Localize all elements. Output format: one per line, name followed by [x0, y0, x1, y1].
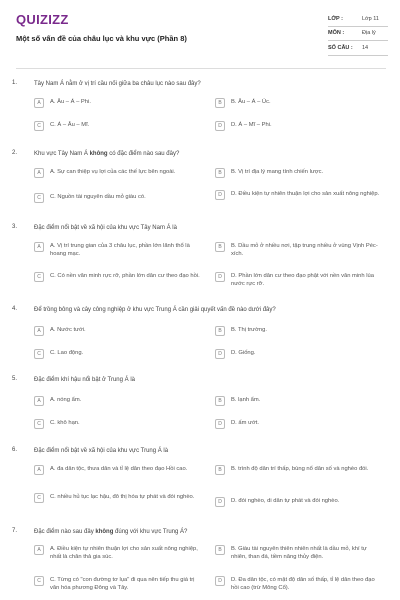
question-number: 7. — [12, 528, 18, 534]
question-text — [34, 150, 374, 158]
question-text-part: Khu vực Tây Nam Á — [34, 151, 90, 157]
option-letter-box: B — [215, 465, 225, 475]
question-text: Đặc điểm khí hậu nổi bật ở Trung Á là — [34, 377, 135, 383]
question-emphasis: không — [95, 529, 114, 535]
question-emphasis: không — [89, 151, 108, 157]
question-text: Đặc điểm nổi bật về xã hội của khu vực Trung Á là — [34, 448, 169, 454]
option-letter-box: C — [34, 493, 44, 503]
option-text: B. lạnh ẩm. — [231, 397, 261, 403]
question-number: 1. — [12, 80, 18, 86]
option-letter-box: C — [34, 349, 44, 359]
option-text: B. Giàu tài nguyên thiên nhiên nhất là dầu mỏ, khí tự nhiên, than đá, tiềm năng thủy điện. — [231, 546, 367, 560]
header-divider — [16, 68, 386, 69]
option-text: B. Dầu mỏ ở nhiều nơi, tập trung nhiều ở vùng Vịnh Péc-xích. — [231, 243, 378, 257]
option-text: B. Âu – Á – Úc. — [231, 99, 271, 105]
option-letter-box: B — [215, 242, 225, 252]
question-text-part: Đặc điểm nào sau đây — [34, 529, 96, 535]
option-text: D. Phần lớn dân cư theo đạo phật với nền văn minh lúa nước rực rỡ. — [231, 273, 374, 287]
meta-label: LỚP : — [328, 16, 343, 22]
option-text: B. Thị trường. — [231, 327, 267, 333]
option-text: D. Giống. — [231, 350, 256, 356]
option-letter-box: A — [34, 545, 44, 555]
option-letter-box: C — [34, 193, 44, 203]
page-title: Một số vấn đề của châu lục và khu vực (Phần 8) — [16, 34, 187, 43]
option-letter-box: D — [215, 576, 225, 586]
option-letter-box: A — [34, 396, 44, 406]
option-letter-box: B — [215, 326, 225, 336]
question-text — [34, 528, 374, 536]
meta-value: Lớp 11 — [362, 16, 379, 22]
option-text: A. Nước tưới. — [50, 327, 86, 333]
option-text: C. Á – Âu – Mĩ. — [50, 122, 90, 128]
option-text: A. đa dân tộc, thưa dân và tỉ lệ dân theo đạo Hồi cao. — [50, 466, 188, 472]
option-text: D. Á – Mĩ – Phi. — [231, 122, 272, 128]
header — [0, 0, 400, 60]
option-text: A. Sự can thiệp vụ lợi của các thế lực bên ngoài. — [50, 169, 176, 175]
divider — [328, 40, 388, 41]
question-number: 3. — [12, 224, 18, 230]
option-text: D. đói nghèo, di dân tự phát và đói nghèo. — [231, 498, 340, 504]
option-letter-box: A — [34, 98, 44, 108]
option-text: C. Từng có "con đường tơ lụa" đi qua nên tiếp thu giá trị văn hóa phương Đông và Tây. — [50, 577, 195, 591]
option-letter-box: C — [34, 121, 44, 131]
option-letter-box: D — [215, 419, 225, 429]
option-letter-box: B — [215, 168, 225, 178]
option-text: B. Vị trí địa lý mang tính chiến lược. — [231, 169, 324, 175]
option-text: A. Âu – Á – Phi. — [50, 99, 91, 105]
option-text: D. Điều kiện tự nhiên thuận lợi cho sản xuất nông nghiệp. — [231, 191, 380, 197]
option-letter-box: A — [34, 465, 44, 475]
divider — [328, 26, 388, 27]
question-number: 6. — [12, 447, 18, 453]
question-number: 2. — [12, 150, 18, 156]
option-text: A. nóng ẩm. — [50, 397, 82, 403]
question-text: Đặc điểm nổi bật về xã hội của khu vực Tây Nam Á là — [34, 225, 177, 231]
option-letter-box: A — [34, 242, 44, 252]
option-text: C. khô hạn. — [50, 420, 80, 426]
question-number: 4. — [12, 306, 18, 312]
option-letter-box: D — [215, 121, 225, 131]
option-letter-box: D — [215, 349, 225, 359]
option-letter-box: D — [215, 272, 225, 282]
meta-value: Địa lý — [362, 30, 376, 36]
option-letter-box: C — [34, 272, 44, 282]
option-letter-box: C — [34, 419, 44, 429]
quizizz-logo: QUIZIZZ — [16, 12, 69, 27]
question-text-part: có đặc điểm nào sau đây? — [107, 151, 180, 157]
meta-label: MÔN : — [328, 30, 345, 36]
option-letter-box: D — [215, 190, 225, 200]
meta-label: SỐ CÂU : — [328, 45, 353, 51]
option-letter-box: B — [215, 396, 225, 406]
question-text-part: đúng với khu vực Trung Á? — [113, 529, 188, 535]
meta-value: 14 — [362, 45, 369, 51]
option-text: C. Lao động. — [50, 350, 84, 356]
option-letter-box: A — [34, 326, 44, 336]
option-letter-box: B — [215, 545, 225, 555]
option-letter-box: A — [34, 168, 44, 178]
question-text: Để trồng bông và cây công nghiệp ở khu vực Trung Á cần giải quyết vấn đề nào dưới đây? — [34, 307, 276, 313]
question-number: 5. — [12, 376, 18, 382]
option-text: C. Nguồn tài nguyên dầu mỏ giàu có. — [50, 194, 146, 200]
option-text: D. ấm ướt. — [231, 420, 259, 426]
option-letter-box: B — [215, 98, 225, 108]
option-letter-box: D — [215, 497, 225, 507]
question-text: Tây Nam Á nằm ở vị trí cầu nối giữa ba châu lục nào sau đây? — [34, 81, 201, 87]
option-letter-box: C — [34, 576, 44, 586]
option-text: C. Có nền văn minh rực rỡ, phần lớn dân cư theo đạo hồi. — [50, 273, 200, 279]
option-text: A. Điều kiện tự nhiên thuận lợi cho sản xuất nông nghiệp, nhất là chăn thả gia súc. — [50, 546, 198, 560]
option-text: B. trình độ dân trí thấp, bùng nổ dân số và nghèo đói. — [231, 466, 369, 472]
option-text: C. nhiều hủ tục lạc hậu, đô thị hóa tự phát và đói nghèo. — [50, 494, 195, 500]
divider — [328, 55, 388, 56]
option-text: A. Vị trí trung gian của 3 châu lục, phần lớn lãnh thổ là hoang mạc. — [50, 243, 190, 257]
option-text: D. Đa dân tộc, có mật độ dân số thấp, tỉ lệ dân theo đạo hồi cao (trừ Mông Cổ). — [231, 577, 375, 591]
